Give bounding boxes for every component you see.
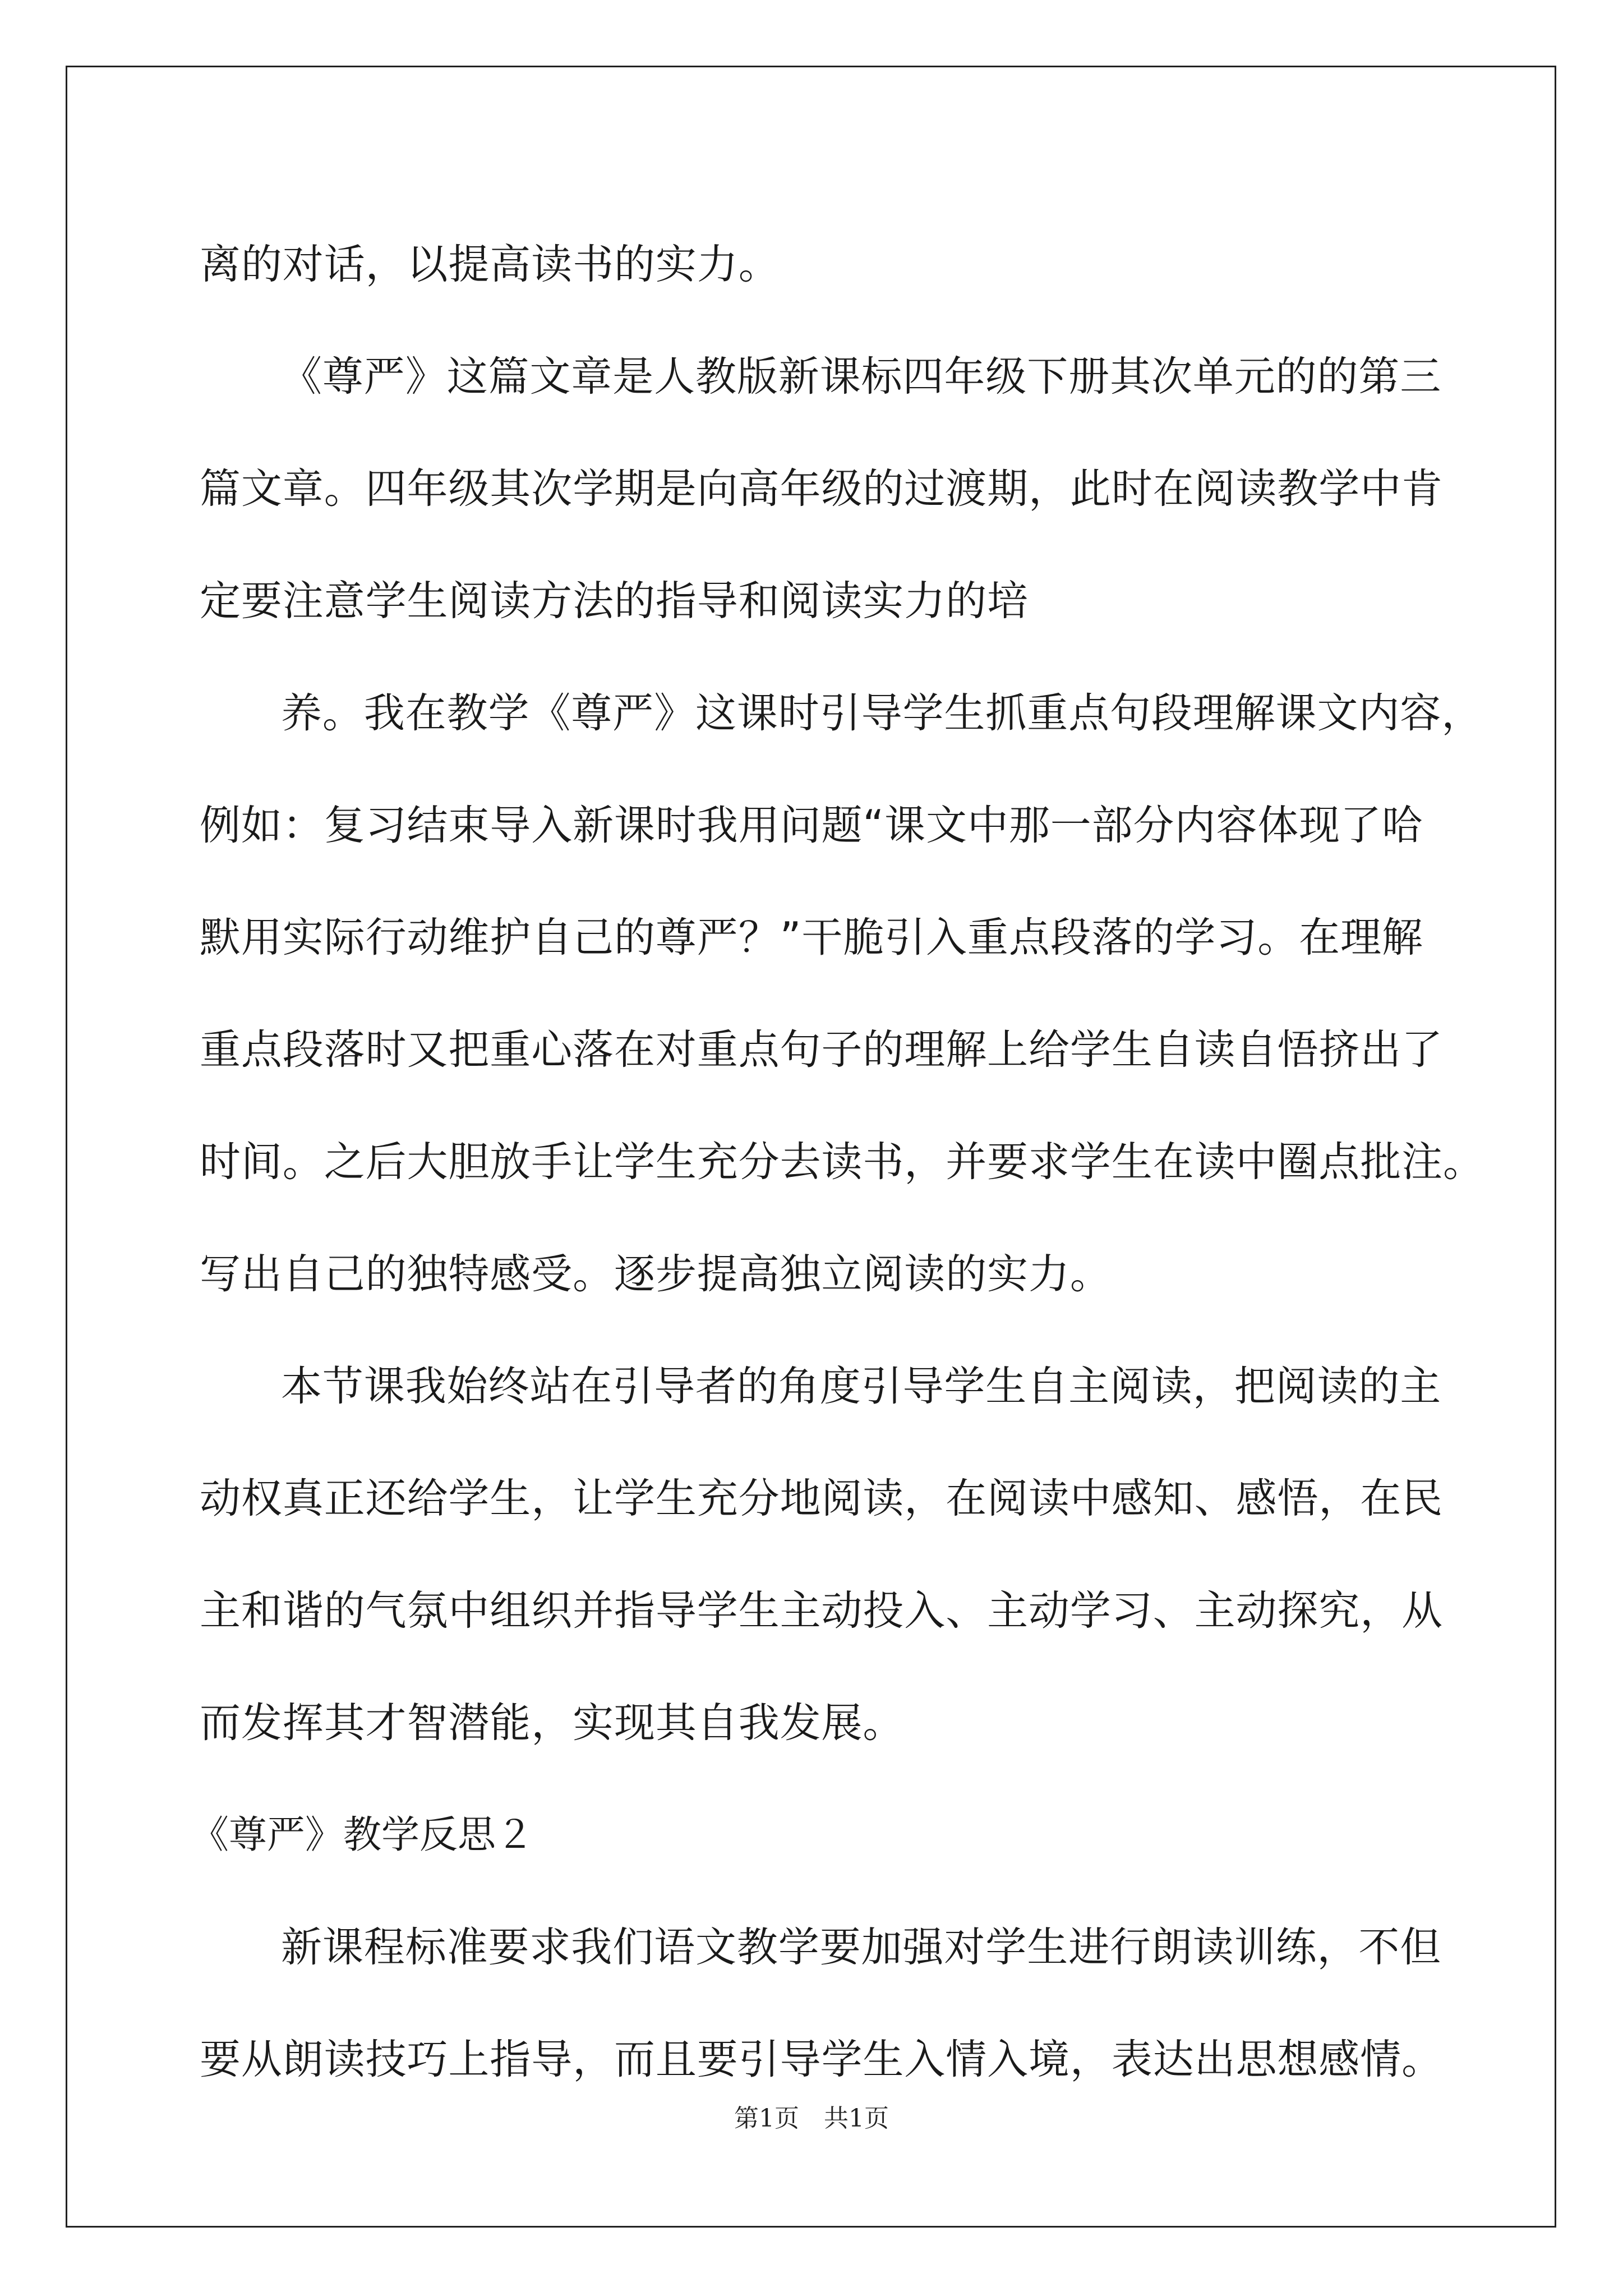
text-line: 时间。之后大胆放手让学生充分去读书，并要求学生在读中圈点批注。 bbox=[200, 1138, 1484, 1186]
text-line: 动权真正还给学生，让学生充分地阅读，在阅读中感知、感悟，在民 bbox=[200, 1475, 1443, 1522]
paragraph-start-line: 新课程标准要求我们语文教学要加强对学生进行朗读训练，不但 bbox=[281, 1924, 1442, 1971]
text-line: 篇文章。四年级其次学期是向高年级的过渡期，此时在阅读教学中肯 bbox=[200, 465, 1443, 513]
section-heading: 《尊严》教学反思２ bbox=[191, 1813, 534, 1857]
text-line: 重点段落时又把重心落在对重点句子的理解上给学生自读自悟挤出了 bbox=[200, 1026, 1443, 1074]
text-line: 要从朗读技巧上指导，而且要引导学生入情入境，表达出思想感情。 bbox=[200, 2036, 1443, 2083]
text-line: 例如：复习结束导入新课时我用问题“课文中那一部分内容体现了哈 bbox=[200, 802, 1423, 849]
document-body bbox=[191, 209, 1484, 2116]
text-line: 主和谐的气氛中组织并指导学生主动投入、主动学习、主动探究，从 bbox=[200, 1587, 1443, 1635]
page-footer: 第1页 共1页 bbox=[734, 2104, 889, 2133]
text-line: 默用实际行动维护自己的尊严？”干脆引入重点段落的学习。在理解 bbox=[200, 914, 1423, 961]
text-line: 离的对话，以提高读书的实力。 bbox=[200, 241, 780, 288]
text-line: 而发挥其才智潜能，实现其自我发展。 bbox=[200, 1699, 905, 1747]
paragraph-start-line: 《尊严》这篇文章是人教版新课标四年级下册其次单元的的第三 bbox=[281, 353, 1442, 401]
paragraph-start-line: 养。我在教学《尊严》这课时引导学生抓重点句段理解课文内容， bbox=[281, 689, 1483, 737]
paragraph-start-line: 本节课我始终站在引导者的角度引导学生自主阅读，把阅读的主 bbox=[281, 1363, 1442, 1410]
text-line: 写出自己的独特感受。逐步提高独立阅读的实力。 bbox=[200, 1250, 1112, 1298]
text-line: 定要注意学生阅读方法的指导和阅读实力的培 bbox=[200, 577, 1029, 625]
